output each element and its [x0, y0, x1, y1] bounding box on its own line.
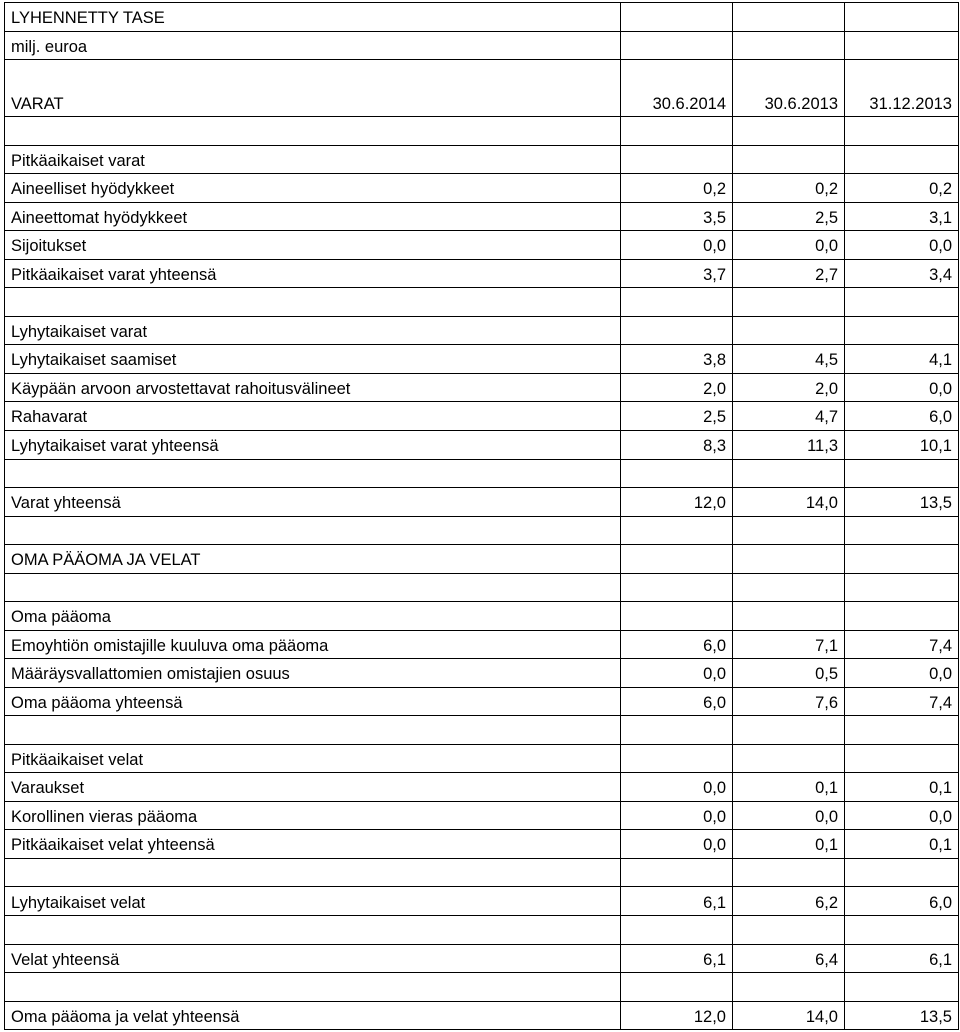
row-value-col-1 — [621, 545, 733, 574]
row-value-col-1 — [621, 744, 733, 773]
table-row — [5, 345, 959, 374]
table-row — [5, 202, 959, 231]
balance-sheet-table — [4, 2, 959, 1030]
row-value-col-2 — [733, 117, 845, 146]
row-value-col-1: 3,5 — [621, 202, 733, 231]
table-row — [5, 545, 959, 574]
empty-cell — [845, 31, 959, 60]
row-label — [5, 573, 621, 602]
table-row — [5, 659, 959, 688]
balance-sheet-body — [5, 3, 959, 1030]
row-value-col-3 — [845, 744, 959, 773]
row-value-col-1 — [621, 858, 733, 887]
row-value-col-1 — [621, 288, 733, 317]
row-value-col-3 — [845, 545, 959, 574]
row-value-col-2: 0,0 — [733, 231, 845, 260]
empty-cell — [845, 3, 959, 32]
row-value-col-1 — [621, 973, 733, 1002]
table-row — [5, 744, 959, 773]
row-label — [5, 117, 621, 146]
row-label: Sijoitukset — [5, 231, 621, 260]
empty-row — [5, 716, 959, 745]
row-label: Rahavarat — [5, 402, 621, 431]
row-value-col-2: 4,5 — [733, 345, 845, 374]
row-value-col-1 — [621, 117, 733, 146]
table-row — [5, 402, 959, 431]
row-value-col-1 — [621, 459, 733, 488]
row-value-col-1: 6,0 — [621, 687, 733, 716]
empty-cell — [621, 3, 733, 32]
row-value-col-2 — [733, 573, 845, 602]
row-value-col-2: 0,5 — [733, 659, 845, 688]
row-value-col-3 — [845, 117, 959, 146]
row-value-col-2 — [733, 145, 845, 174]
column-header-date-3: 31.12.2013 — [845, 60, 959, 117]
row-value-col-2: 0,2 — [733, 174, 845, 203]
row-value-col-3 — [845, 916, 959, 945]
table-row — [5, 430, 959, 459]
row-value-col-3: 6,0 — [845, 887, 959, 916]
row-value-col-3: 6,1 — [845, 944, 959, 973]
row-value-col-3 — [845, 858, 959, 887]
row-value-col-1 — [621, 516, 733, 545]
row-label — [5, 858, 621, 887]
column-header-date-2: 30.6.2013 — [733, 60, 845, 117]
row-value-col-2 — [733, 973, 845, 1002]
row-label: Oma pääoma ja velat yhteensä — [5, 1001, 621, 1030]
unit-row — [5, 31, 959, 60]
row-value-col-2: 6,2 — [733, 887, 845, 916]
empty-row — [5, 117, 959, 146]
row-value-col-2: 0,1 — [733, 773, 845, 802]
row-value-col-2 — [733, 858, 845, 887]
row-value-col-1: 3,8 — [621, 345, 733, 374]
row-value-col-2: 6,4 — [733, 944, 845, 973]
table-row — [5, 830, 959, 859]
row-value-col-1 — [621, 145, 733, 174]
empty-row — [5, 459, 959, 488]
row-label — [5, 288, 621, 317]
row-value-col-3 — [845, 316, 959, 345]
row-value-col-2: 7,1 — [733, 630, 845, 659]
row-value-col-2: 11,3 — [733, 430, 845, 459]
row-label: Varaukset — [5, 773, 621, 802]
table-row — [5, 145, 959, 174]
row-value-col-3 — [845, 516, 959, 545]
row-value-col-2 — [733, 545, 845, 574]
empty-cell — [733, 31, 845, 60]
date-header-row — [5, 60, 959, 117]
empty-row — [5, 288, 959, 317]
row-label: Pitkäaikaiset velat — [5, 744, 621, 773]
empty-cell — [733, 3, 845, 32]
row-value-col-3: 0,0 — [845, 231, 959, 260]
row-value-col-1 — [621, 916, 733, 945]
table-row — [5, 316, 959, 345]
table-row — [5, 801, 959, 830]
table-row — [5, 773, 959, 802]
row-value-col-3: 0,0 — [845, 659, 959, 688]
row-value-col-3 — [845, 288, 959, 317]
row-label: Lyhytaikaiset varat — [5, 316, 621, 345]
row-value-col-2: 2,0 — [733, 373, 845, 402]
row-label — [5, 916, 621, 945]
row-value-col-3: 10,1 — [845, 430, 959, 459]
table-row — [5, 687, 959, 716]
empty-row — [5, 973, 959, 1002]
row-value-col-1: 12,0 — [621, 1001, 733, 1030]
row-value-col-2: 0,0 — [733, 801, 845, 830]
row-value-col-1 — [621, 602, 733, 631]
row-label: Velat yhteensä — [5, 944, 621, 973]
row-value-col-2: 14,0 — [733, 1001, 845, 1030]
row-value-col-2: 4,7 — [733, 402, 845, 431]
row-value-col-3: 13,5 — [845, 1001, 959, 1030]
row-value-col-2 — [733, 744, 845, 773]
row-value-col-3: 0,0 — [845, 801, 959, 830]
row-label: Lyhytaikaiset velat — [5, 887, 621, 916]
row-value-col-1: 0,2 — [621, 174, 733, 203]
row-label: OMA PÄÄOMA JA VELAT — [5, 545, 621, 574]
row-label: Pitkäaikaiset varat yhteensä — [5, 259, 621, 288]
table-row — [5, 944, 959, 973]
row-value-col-3: 3,1 — [845, 202, 959, 231]
row-value-col-2: 2,7 — [733, 259, 845, 288]
row-label — [5, 973, 621, 1002]
row-value-col-1: 3,7 — [621, 259, 733, 288]
row-value-col-2: 7,6 — [733, 687, 845, 716]
unit-label: milj. euroa — [5, 31, 621, 60]
table-row — [5, 174, 959, 203]
table-row — [5, 602, 959, 631]
empty-row — [5, 916, 959, 945]
column-header-date-1: 30.6.2014 — [621, 60, 733, 117]
row-label — [5, 716, 621, 745]
row-value-col-2 — [733, 316, 845, 345]
table-row — [5, 259, 959, 288]
sheet-title: LYHENNETTY TASE — [5, 3, 621, 32]
row-value-col-2: 14,0 — [733, 488, 845, 517]
row-value-col-3 — [845, 459, 959, 488]
table-row — [5, 1001, 959, 1030]
row-label — [5, 516, 621, 545]
row-value-col-1: 0,0 — [621, 773, 733, 802]
row-value-col-1: 6,1 — [621, 887, 733, 916]
row-value-col-3: 0,2 — [845, 174, 959, 203]
row-value-col-2 — [733, 288, 845, 317]
row-value-col-2 — [733, 459, 845, 488]
table-row — [5, 488, 959, 517]
row-value-col-2 — [733, 916, 845, 945]
row-value-col-1: 2,5 — [621, 402, 733, 431]
row-label: Lyhytaikaiset saamiset — [5, 345, 621, 374]
row-value-col-1 — [621, 573, 733, 602]
table-row — [5, 373, 959, 402]
row-label — [5, 459, 621, 488]
row-value-col-2: 2,5 — [733, 202, 845, 231]
row-label: Emoyhtiön omistajille kuuluva oma pääoma — [5, 630, 621, 659]
row-label: Varat yhteensä — [5, 488, 621, 517]
title-row — [5, 3, 959, 32]
row-value-col-1 — [621, 716, 733, 745]
row-value-col-1: 6,0 — [621, 630, 733, 659]
row-label: Määräysvallattomien omistajien osuus — [5, 659, 621, 688]
row-value-col-1: 0,0 — [621, 801, 733, 830]
row-value-col-3: 7,4 — [845, 630, 959, 659]
row-value-col-3: 3,4 — [845, 259, 959, 288]
row-value-col-3 — [845, 973, 959, 1002]
row-value-col-3 — [845, 602, 959, 631]
row-value-col-2 — [733, 602, 845, 631]
row-value-col-3: 7,4 — [845, 687, 959, 716]
row-label: Oma pääoma — [5, 602, 621, 631]
row-label: Pitkäaikaiset varat — [5, 145, 621, 174]
table-row — [5, 630, 959, 659]
row-value-col-3: 6,0 — [845, 402, 959, 431]
row-value-col-3: 0,1 — [845, 830, 959, 859]
row-value-col-3 — [845, 145, 959, 174]
empty-row — [5, 516, 959, 545]
row-label: Lyhytaikaiset varat yhteensä — [5, 430, 621, 459]
row-value-col-2 — [733, 716, 845, 745]
row-label: Korollinen vieras pääoma — [5, 801, 621, 830]
row-value-col-2 — [733, 516, 845, 545]
row-value-col-3: 0,1 — [845, 773, 959, 802]
row-value-col-1: 0,0 — [621, 659, 733, 688]
table-row — [5, 231, 959, 260]
row-value-col-1: 12,0 — [621, 488, 733, 517]
row-value-col-2: 0,1 — [733, 830, 845, 859]
empty-cell — [621, 31, 733, 60]
empty-row — [5, 573, 959, 602]
row-label: Oma pääoma yhteensä — [5, 687, 621, 716]
row-label: Aineettomat hyödykkeet — [5, 202, 621, 231]
row-value-col-1: 0,0 — [621, 231, 733, 260]
row-value-col-1: 2,0 — [621, 373, 733, 402]
row-value-col-3 — [845, 573, 959, 602]
row-value-col-1: 8,3 — [621, 430, 733, 459]
row-label: Pitkäaikaiset velat yhteensä — [5, 830, 621, 859]
row-value-col-1 — [621, 316, 733, 345]
row-value-col-3: 0,0 — [845, 373, 959, 402]
row-value-col-1: 0,0 — [621, 830, 733, 859]
empty-row — [5, 858, 959, 887]
row-value-col-1: 6,1 — [621, 944, 733, 973]
assets-heading: VARAT — [5, 60, 621, 117]
row-value-col-3 — [845, 716, 959, 745]
row-label: Aineelliset hyödykkeet — [5, 174, 621, 203]
row-value-col-3: 4,1 — [845, 345, 959, 374]
row-label: Käypään arvoon arvostettavat rahoitusvälineet — [5, 373, 621, 402]
table-row — [5, 887, 959, 916]
row-value-col-3: 13,5 — [845, 488, 959, 517]
